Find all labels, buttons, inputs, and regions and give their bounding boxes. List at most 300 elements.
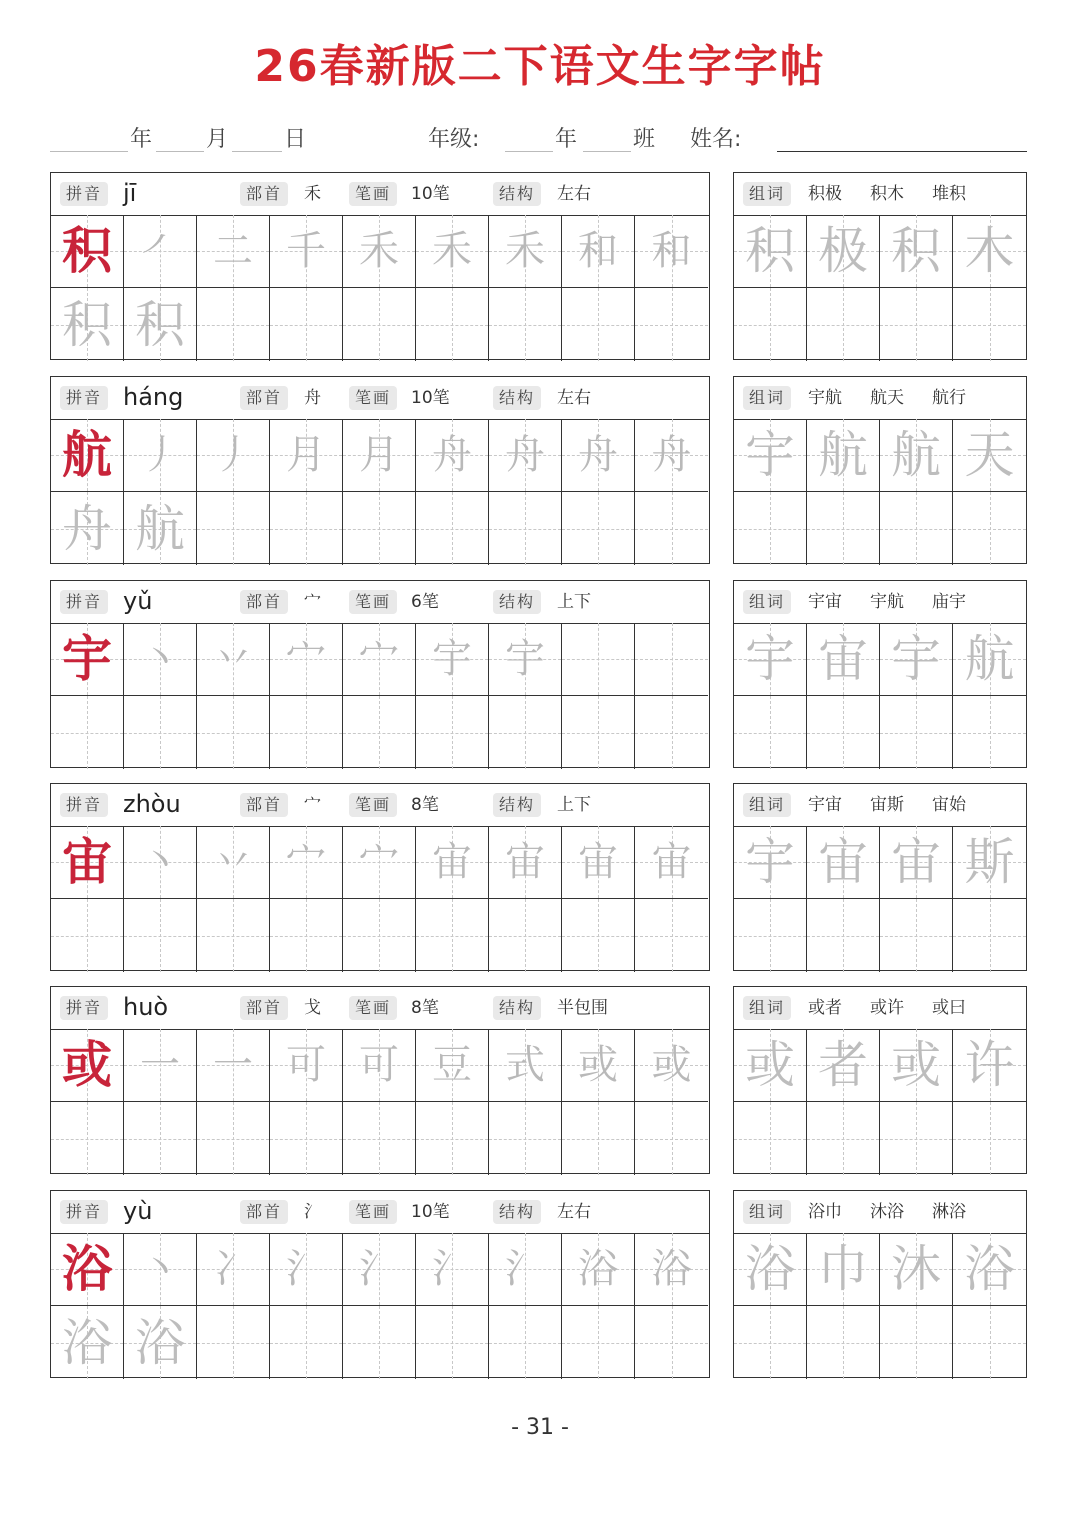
writing-cell[interactable] xyxy=(197,1029,270,1102)
stroke-step: 宙 xyxy=(505,839,545,885)
writing-cell[interactable] xyxy=(489,1102,562,1175)
char-header xyxy=(51,173,709,216)
word-cell[interactable] xyxy=(807,492,880,565)
word-trace-char: 宙 xyxy=(891,833,941,891)
char-block xyxy=(0,986,1080,1176)
word-item: 积极 xyxy=(808,184,842,204)
writing-cell[interactable] xyxy=(635,826,708,899)
word-trace-char: 浴 xyxy=(964,1240,1015,1298)
writing-cell[interactable] xyxy=(489,1233,562,1306)
stroke-step: 可 xyxy=(359,1042,399,1088)
word-cell[interactable] xyxy=(953,1102,1026,1175)
writing-cell[interactable] xyxy=(197,215,270,288)
word-trace-char: 航 xyxy=(964,630,1015,688)
structure-tag: 结构 xyxy=(493,1200,541,1224)
guide-line xyxy=(672,1102,673,1175)
words-panel xyxy=(733,172,1027,360)
word-cell[interactable] xyxy=(734,899,807,972)
writing-cell[interactable] xyxy=(416,419,489,492)
word-cell[interactable] xyxy=(734,492,807,565)
writing-cell[interactable] xyxy=(635,215,708,288)
structure-value: 上下 xyxy=(557,795,591,815)
guide-line xyxy=(160,1102,161,1175)
writing-cell[interactable] xyxy=(51,288,124,361)
writing-cell[interactable] xyxy=(343,1029,416,1102)
guide-line xyxy=(452,288,453,361)
word-cell[interactable] xyxy=(880,623,953,696)
word-trace-char: 或 xyxy=(745,1036,795,1094)
writing-cell[interactable] xyxy=(343,492,416,565)
words-tag: 组词 xyxy=(743,1200,791,1224)
word-cell[interactable] xyxy=(953,826,1026,899)
word-cell[interactable] xyxy=(734,1029,807,1102)
writing-cell[interactable] xyxy=(197,492,270,565)
word-cell[interactable] xyxy=(734,1306,807,1379)
stroke-step: 氵 xyxy=(505,1246,545,1292)
word-cell[interactable] xyxy=(807,1233,880,1306)
guide-line xyxy=(525,696,526,769)
guide-line xyxy=(87,899,88,972)
word-cell[interactable] xyxy=(953,1233,1026,1306)
stroke-step: 宀 xyxy=(359,636,399,682)
writing-cell[interactable] xyxy=(562,1029,635,1102)
word-item: 宙斯 xyxy=(870,795,904,815)
strokes-tag: 笔画 xyxy=(349,996,397,1020)
radical-value: 舟 xyxy=(304,388,321,408)
writing-cell[interactable] xyxy=(197,288,270,361)
writing-cell[interactable] xyxy=(270,288,343,361)
stroke-step: 丷 xyxy=(213,839,253,885)
writing-cell[interactable] xyxy=(270,623,343,696)
guide-line xyxy=(990,696,991,769)
stroke-step: 宀 xyxy=(359,839,399,885)
word-trace-char: 或 xyxy=(891,1036,941,1094)
word-cell[interactable] xyxy=(880,1102,953,1175)
word-cell[interactable] xyxy=(953,1029,1026,1102)
word-cell[interactable] xyxy=(807,215,880,288)
guide-line xyxy=(87,696,88,769)
word-cell[interactable] xyxy=(953,492,1026,565)
writing-cell[interactable] xyxy=(270,1233,343,1306)
writing-cell[interactable] xyxy=(343,1306,416,1379)
word-cell[interactable] xyxy=(734,1102,807,1175)
writing-cell[interactable] xyxy=(124,215,197,288)
writing-cell[interactable] xyxy=(197,696,270,769)
word-item: 航天 xyxy=(870,388,904,408)
guide-line xyxy=(379,492,380,565)
pinyin-tag: 拼音 xyxy=(60,590,108,614)
writing-cell[interactable] xyxy=(635,623,708,696)
word-cell[interactable] xyxy=(807,1029,880,1102)
writing-cell[interactable] xyxy=(416,492,489,565)
writing-cell[interactable] xyxy=(562,1102,635,1175)
word-item: 或者 xyxy=(808,998,842,1018)
writing-cell[interactable] xyxy=(343,288,416,361)
guide-line xyxy=(452,1306,453,1379)
guide-line xyxy=(233,492,234,565)
guide-line xyxy=(843,899,844,972)
word-cell[interactable] xyxy=(953,1306,1026,1379)
writing-cell[interactable] xyxy=(270,1102,343,1175)
pinyin-tag: 拼音 xyxy=(60,386,108,410)
word-cell[interactable] xyxy=(880,492,953,565)
writing-cell[interactable] xyxy=(489,826,562,899)
writing-cell[interactable] xyxy=(489,288,562,361)
writing-cell[interactable] xyxy=(124,1233,197,1306)
word-item: 沐浴 xyxy=(870,1202,904,1222)
writing-cell[interactable] xyxy=(124,1029,197,1102)
words-panel xyxy=(733,580,1027,768)
guide-line xyxy=(843,1102,844,1175)
info-line xyxy=(50,118,1030,158)
guide-line xyxy=(525,288,526,361)
word-cell[interactable] xyxy=(953,419,1026,492)
char-panel xyxy=(50,783,710,971)
word-trace-char: 宇 xyxy=(745,630,795,688)
word-item: 宇航 xyxy=(870,592,904,612)
writing-cell[interactable] xyxy=(635,1306,708,1379)
guide-line xyxy=(770,899,771,972)
writing-cell[interactable] xyxy=(635,492,708,565)
writing-cell[interactable] xyxy=(51,899,124,972)
writing-cell[interactable] xyxy=(635,1233,708,1306)
strokes-tag: 笔画 xyxy=(349,590,397,614)
char-panel xyxy=(50,1190,710,1378)
guide-line xyxy=(379,288,380,361)
writing-cell[interactable] xyxy=(343,696,416,769)
char-block xyxy=(0,580,1080,770)
guide-line xyxy=(598,696,599,769)
char-header xyxy=(51,987,709,1030)
writing-cell[interactable] xyxy=(51,623,124,696)
main-char: 宙 xyxy=(62,832,112,891)
writing-cell[interactable] xyxy=(197,1233,270,1306)
writing-cell[interactable] xyxy=(416,696,489,769)
word-cell[interactable] xyxy=(953,696,1026,769)
writing-cell[interactable] xyxy=(343,1233,416,1306)
word-cell[interactable] xyxy=(734,288,807,361)
writing-cell[interactable] xyxy=(416,1306,489,1379)
word-cell[interactable] xyxy=(953,215,1026,288)
word-cell[interactable] xyxy=(953,288,1026,361)
writing-cell[interactable] xyxy=(489,696,562,769)
writing-cell[interactable] xyxy=(270,899,343,972)
stroke-step: 舟 xyxy=(578,432,618,478)
writing-cell[interactable] xyxy=(489,1306,562,1379)
writing-cell[interactable] xyxy=(197,826,270,899)
guide-line xyxy=(990,288,991,361)
word-trace-char: 宇 xyxy=(745,833,795,891)
stroke-step: 或 xyxy=(578,1042,618,1088)
strokes-value: 8笔 xyxy=(411,795,439,815)
writing-cell[interactable] xyxy=(124,1102,197,1175)
guide-line xyxy=(598,623,599,695)
word-item: 堆积 xyxy=(932,184,966,204)
word-trace-char: 积 xyxy=(745,222,795,280)
stroke-step: 和 xyxy=(578,228,618,274)
word-trace-char: 宇 xyxy=(745,426,795,484)
writing-cell[interactable] xyxy=(124,288,197,361)
main-char: 积 xyxy=(62,221,112,280)
word-cell[interactable] xyxy=(807,899,880,972)
writing-cell[interactable] xyxy=(635,288,708,361)
guide-line xyxy=(916,288,917,361)
words-header xyxy=(734,1191,1026,1234)
word-cell[interactable] xyxy=(880,419,953,492)
writing-cell[interactable] xyxy=(489,623,562,696)
writing-cell[interactable] xyxy=(197,419,270,492)
writing-cell[interactable] xyxy=(562,492,635,565)
guide-line xyxy=(990,492,991,565)
writing-cell[interactable] xyxy=(270,1029,343,1102)
writing-cell[interactable] xyxy=(343,215,416,288)
writing-cell[interactable] xyxy=(124,419,197,492)
word-cell[interactable] xyxy=(880,215,953,288)
pinyin-value: huò xyxy=(123,993,169,1021)
writing-cell[interactable] xyxy=(124,899,197,972)
word-cell[interactable] xyxy=(807,1102,880,1175)
guide-line xyxy=(452,899,453,972)
word-trace-char: 沐 xyxy=(891,1240,941,1298)
word-trace-char: 极 xyxy=(818,222,868,280)
writing-cell[interactable] xyxy=(416,1233,489,1306)
writing-cell[interactable] xyxy=(562,1306,635,1379)
writing-cell[interactable] xyxy=(124,492,197,565)
writing-cell[interactable] xyxy=(51,696,124,769)
radical-value: 禾 xyxy=(304,184,321,204)
word-cell[interactable] xyxy=(807,419,880,492)
char-header xyxy=(51,581,709,624)
pinyin-value: jī xyxy=(123,179,137,207)
writing-cell[interactable] xyxy=(562,215,635,288)
word-trace-char: 浴 xyxy=(745,1240,795,1298)
guide-line xyxy=(990,1102,991,1175)
word-cell[interactable] xyxy=(734,1233,807,1306)
word-cell[interactable] xyxy=(807,696,880,769)
guide-line xyxy=(843,288,844,361)
stroke-step: 丶 xyxy=(140,1246,180,1292)
writing-cell[interactable] xyxy=(51,492,124,565)
writing-cell[interactable] xyxy=(489,215,562,288)
stroke-step: 丶 xyxy=(140,636,180,682)
word-cell[interactable] xyxy=(880,1233,953,1306)
word-cell[interactable] xyxy=(734,696,807,769)
guide-line xyxy=(916,696,917,769)
structure-value: 上下 xyxy=(557,592,591,612)
stroke-step: 丷 xyxy=(213,636,253,682)
name-field[interactable] xyxy=(777,151,1027,152)
writing-cell[interactable] xyxy=(416,899,489,972)
writing-cell[interactable] xyxy=(270,696,343,769)
writing-cell[interactable] xyxy=(343,623,416,696)
writing-cell[interactable] xyxy=(416,215,489,288)
writing-cell[interactable] xyxy=(489,899,562,972)
radical-value: 氵 xyxy=(304,1202,321,1222)
word-cell[interactable] xyxy=(880,1306,953,1379)
stroke-step: 或 xyxy=(651,1042,692,1088)
word-cell[interactable] xyxy=(953,623,1026,696)
writing-cell[interactable] xyxy=(562,899,635,972)
writing-cell[interactable] xyxy=(489,492,562,565)
word-trace-char: 航 xyxy=(891,426,941,484)
writing-cell[interactable] xyxy=(489,1029,562,1102)
word-cell[interactable] xyxy=(807,623,880,696)
writing-cell[interactable] xyxy=(51,826,124,899)
trace-char: 浴 xyxy=(135,1313,185,1372)
radical-tag: 部首 xyxy=(240,996,288,1020)
class-label: 班 xyxy=(633,127,656,152)
pinyin-value: zhòu xyxy=(123,790,181,818)
guide-line xyxy=(672,1306,673,1379)
strokes-tag: 笔画 xyxy=(349,386,397,410)
writing-cell[interactable] xyxy=(416,1029,489,1102)
writing-cell[interactable] xyxy=(51,1029,124,1102)
writing-cell[interactable] xyxy=(416,623,489,696)
word-trace-char: 积 xyxy=(891,222,941,280)
radical-tag: 部首 xyxy=(240,793,288,817)
writing-cell[interactable] xyxy=(270,1306,343,1379)
char-header xyxy=(51,377,709,420)
main-char: 宇 xyxy=(62,629,112,688)
stroke-step: 宇 xyxy=(505,636,545,682)
word-cell[interactable] xyxy=(734,215,807,288)
structure-tag: 结构 xyxy=(493,182,541,206)
guide-line xyxy=(379,1306,380,1379)
guide-line xyxy=(916,492,917,565)
pinyin-tag: 拼音 xyxy=(60,1200,108,1224)
word-cell[interactable] xyxy=(880,1029,953,1102)
trace-char: 积 xyxy=(62,295,112,354)
writing-cell[interactable] xyxy=(562,826,635,899)
structure-value: 左右 xyxy=(557,388,591,408)
word-cell[interactable] xyxy=(880,899,953,972)
writing-cell[interactable] xyxy=(343,419,416,492)
stroke-step: 月 xyxy=(286,432,326,478)
writing-cell[interactable] xyxy=(270,492,343,565)
word-cell[interactable] xyxy=(880,288,953,361)
writing-cell[interactable] xyxy=(635,899,708,972)
writing-cell[interactable] xyxy=(270,215,343,288)
word-trace-char: 者 xyxy=(818,1036,868,1094)
char-block xyxy=(0,376,1080,566)
structure-tag: 结构 xyxy=(493,793,541,817)
stroke-step: 宀 xyxy=(286,839,326,885)
writing-cell[interactable] xyxy=(51,215,124,288)
stroke-step: 禾 xyxy=(359,228,399,274)
pinyin-value: yǔ xyxy=(123,587,153,615)
guide-line xyxy=(843,1306,844,1379)
writing-cell[interactable] xyxy=(562,419,635,492)
writing-cell[interactable] xyxy=(197,899,270,972)
word-trace-char: 斯 xyxy=(964,833,1015,891)
guide-line xyxy=(233,1102,234,1175)
writing-cell[interactable] xyxy=(343,899,416,972)
writing-cell[interactable] xyxy=(124,623,197,696)
radical-value: 宀 xyxy=(304,795,321,815)
word-cell[interactable] xyxy=(807,1306,880,1379)
writing-cell[interactable] xyxy=(562,1233,635,1306)
writing-cell[interactable] xyxy=(124,696,197,769)
word-trace-char: 宙 xyxy=(818,630,868,688)
word-trace-char: 航 xyxy=(818,426,868,484)
pinyin-tag: 拼音 xyxy=(60,182,108,206)
char-header xyxy=(51,784,709,827)
word-cell[interactable] xyxy=(807,826,880,899)
writing-cell[interactable] xyxy=(51,1306,124,1379)
writing-cell[interactable] xyxy=(416,826,489,899)
writing-cell[interactable] xyxy=(635,696,708,769)
writing-cell[interactable] xyxy=(343,1102,416,1175)
writing-cell[interactable] xyxy=(197,1102,270,1175)
word-cell[interactable] xyxy=(734,826,807,899)
strokes-value: 6笔 xyxy=(411,592,439,612)
stroke-step: 丿 xyxy=(213,432,253,478)
guide-line xyxy=(916,1102,917,1175)
writing-cell[interactable] xyxy=(416,1102,489,1175)
writing-cell[interactable] xyxy=(562,623,635,696)
word-cell[interactable] xyxy=(734,419,807,492)
stroke-step: 丶 xyxy=(140,839,180,885)
writing-cell[interactable] xyxy=(51,419,124,492)
word-cell[interactable] xyxy=(880,826,953,899)
writing-cell[interactable] xyxy=(51,1102,124,1175)
structure-value: 半包围 xyxy=(557,998,608,1018)
writing-cell[interactable] xyxy=(197,1306,270,1379)
stroke-step: 一 xyxy=(213,1042,253,1088)
word-cell[interactable] xyxy=(880,696,953,769)
writing-cell[interactable] xyxy=(635,1102,708,1175)
word-cell[interactable] xyxy=(734,623,807,696)
main-char: 或 xyxy=(62,1035,112,1094)
word-item: 庙宇 xyxy=(932,592,966,612)
words-header xyxy=(734,377,1026,420)
guide-line xyxy=(306,288,307,361)
stroke-step: 和 xyxy=(651,228,692,274)
word-trace-char: 宇 xyxy=(891,630,941,688)
guide-line xyxy=(843,492,844,565)
guide-line xyxy=(990,1306,991,1379)
stroke-step: 一 xyxy=(140,1042,180,1088)
writing-cell[interactable] xyxy=(124,1306,197,1379)
stroke-step: 冫 xyxy=(213,1246,253,1292)
guide-line xyxy=(916,1306,917,1379)
word-cell[interactable] xyxy=(807,288,880,361)
writing-cell[interactable] xyxy=(416,288,489,361)
name-label: 姓名: xyxy=(690,127,742,152)
writing-cell[interactable] xyxy=(635,1029,708,1102)
stroke-step: 宇 xyxy=(432,636,472,682)
writing-cell[interactable] xyxy=(124,826,197,899)
writing-cell[interactable] xyxy=(270,826,343,899)
pinyin-tag: 拼音 xyxy=(60,996,108,1020)
strokes-tag: 笔画 xyxy=(349,793,397,817)
writing-cell[interactable] xyxy=(270,419,343,492)
word-item: 或曰 xyxy=(932,998,966,1018)
word-cell[interactable] xyxy=(953,899,1026,972)
writing-cell[interactable] xyxy=(562,288,635,361)
writing-cell[interactable] xyxy=(635,419,708,492)
writing-cell[interactable] xyxy=(343,826,416,899)
radical-tag: 部首 xyxy=(240,386,288,410)
writing-cell[interactable] xyxy=(51,1233,124,1306)
word-item: 浴巾 xyxy=(808,1202,842,1222)
writing-cell[interactable] xyxy=(562,696,635,769)
writing-cell[interactable] xyxy=(489,419,562,492)
writing-cell[interactable] xyxy=(197,623,270,696)
stroke-step: ㇒ xyxy=(140,228,180,274)
words-tag: 组词 xyxy=(743,182,791,206)
guide-line xyxy=(598,1306,599,1379)
